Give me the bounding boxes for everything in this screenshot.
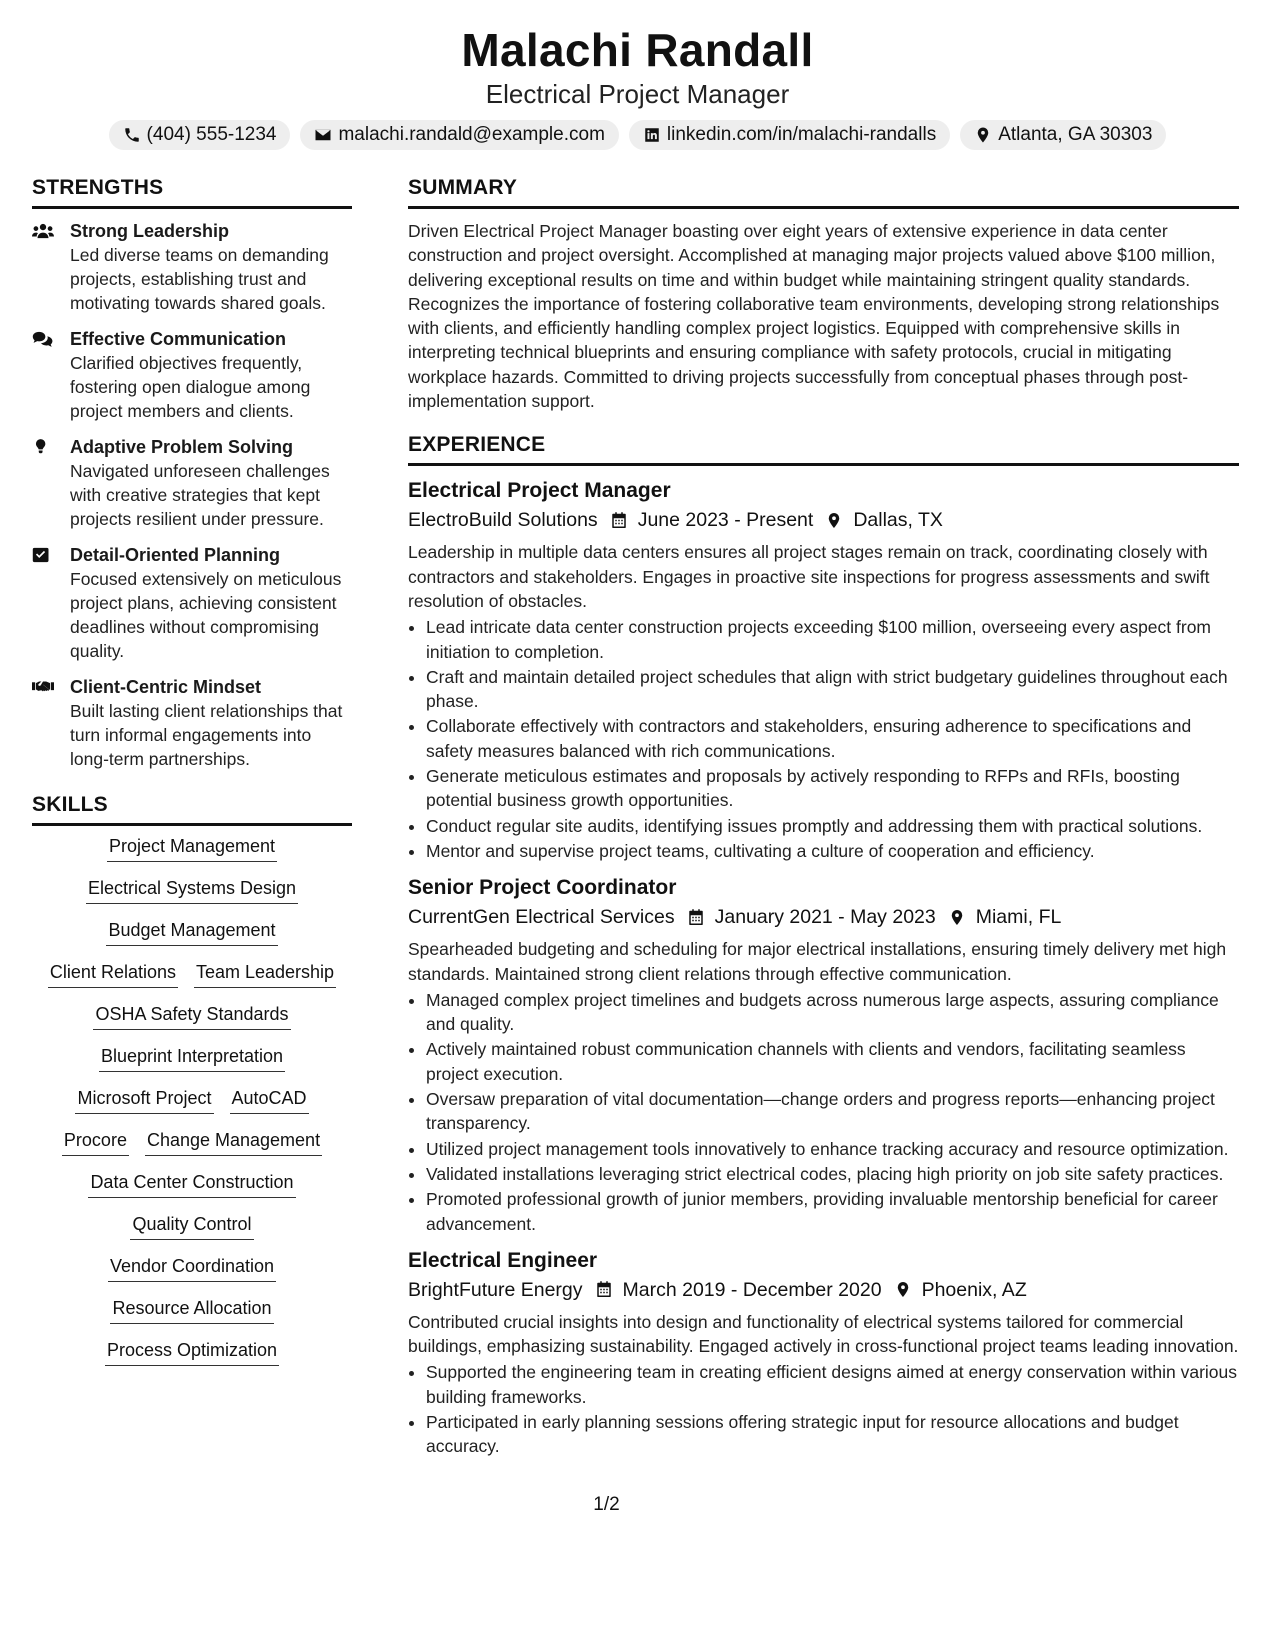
list-item: • Promoted professional growth of junior members, providing invaluable mentorship beneficial for career advancement. [426, 1187, 1239, 1236]
strengths-heading: STRENGTHS [32, 176, 352, 209]
users-icon [32, 222, 54, 240]
list-item: • Actively maintained robust communication channels with clients and vendors, facilitating seamless project execution. [426, 1037, 1239, 1086]
strength-desc: Led diverse teams on demanding projects, establishing trust and motivating towards shared goals. [70, 245, 329, 313]
job-title: Electrical Engineer [408, 1248, 598, 1272]
job-dates: March 2019 - December 2020 [622, 1278, 882, 1301]
skill-tag: Budget Management [106, 920, 277, 946]
skill-tag: Change Management [145, 1130, 322, 1156]
job-company: BrightFuture Energy [408, 1278, 583, 1301]
strength-item [32, 543, 352, 663]
job-meta [408, 1276, 1239, 1304]
skill-tag: Data Center Construction [88, 1172, 295, 1198]
location-pin-icon [894, 1280, 912, 1299]
strength-title: Adaptive Problem Solving [70, 437, 294, 457]
summary-text: Driven Electrical Project Manager boasting over eight years of extensive experience in data center construction and project oversight. Accomplished at managing major projects valued above $100 million, delivering exceptional results on time and within budget while maintaining stringent quality standards. Recognizes the importance of fostering collaborative team environments, developing strong relationships with clients, and efficiently handling complex project logistics. Equipped with comprehensive skills in interpreting technical blueprints and ensuring compliance with safety protocols, crucial in mitigating workplace hazards. Committed to driving projects successfully from conceptual phases through post-implementation support. [408, 221, 1220, 412]
summary-heading: SUMMARY [408, 176, 1239, 209]
list-item: • Oversaw preparation of vital documentation—change orders and progress reports—enhancing project transparency. [426, 1087, 1239, 1136]
calendar-icon [610, 511, 628, 530]
job-location: Miami, FL [975, 906, 1062, 929]
location-pin-icon [948, 908, 966, 927]
strength-title: Detail-Oriented Planning [70, 545, 281, 565]
skill-tag: Microsoft Project [75, 1088, 213, 1114]
skill-tag: Procore [62, 1130, 129, 1156]
skills-heading: SKILLS [32, 793, 352, 826]
comments-icon [32, 330, 54, 348]
right-column [408, 176, 1239, 1469]
skill-tag: Resource Allocation [110, 1298, 273, 1324]
resume-body [32, 176, 1243, 1469]
job-description: Contributed crucial insights into design and functionality of electrical systems tailored for commercial buildings, emphasizing sustainability. Engaged actively in cross-functional project teams leading innovation. [408, 1311, 1239, 1357]
strength-title: Effective Communication [70, 329, 287, 349]
handshake-icon [32, 678, 54, 696]
skill-tag: Process Optimization [105, 1340, 279, 1366]
page-number: 1/2 [593, 1494, 620, 1515]
candidate-title: Electrical Project Manager [485, 79, 790, 109]
skill-tag: Team Leadership [194, 962, 336, 988]
skill-tag: Vendor Coordination [108, 1256, 276, 1282]
job-description: Spearheaded budgeting and scheduling for major electrical installations, ensuring timely delivery met high standards. Maintained strong client relations through effective communication. [408, 939, 1227, 984]
skill-tag: Electrical Systems Design [86, 878, 298, 904]
job-meta [408, 506, 1239, 534]
phone-icon [123, 126, 141, 144]
strength-title: Strong Leadership [70, 221, 230, 241]
linkedin-icon [643, 126, 661, 144]
list-item: • Generate meticulous estimates and proposals by actively responding to RFPs and RFIs, boosting potential business growth opportunities. [426, 764, 1239, 813]
candidate-name: Malachi Randall [461, 24, 814, 76]
job-dates: January 2021 - May 2023 [714, 906, 936, 929]
job-location: Dallas, TX [853, 509, 943, 532]
job-location: Phoenix, AZ [921, 1278, 1027, 1301]
skill-tag: AutoCAD [230, 1088, 309, 1114]
contact-bar [0, 120, 1275, 150]
envelope-icon [314, 126, 332, 144]
skills-list [32, 836, 352, 1366]
strength-desc: Focused extensively on meticulous project plans, achieving consistent deadlines without compromising quality. [70, 569, 342, 661]
calendar-icon [687, 908, 705, 927]
contact-location[interactable]: Atlanta, GA 30303 [960, 120, 1166, 150]
location-pin-icon [825, 511, 843, 530]
job-description: Leadership in multiple data centers ensures all project stages remain on track, coordinating closely with contractors and stakeholders. Engages in proactive site inspections for progress assessments and swift resolution of obstacles. [408, 542, 1210, 611]
list-item: • Conduct regular site audits, identifying issues promptly and addressing them with practical solutions. [426, 814, 1239, 838]
job-company: ElectroBuild Solutions [408, 509, 598, 532]
skill-tag: OSHA Safety Standards [93, 1004, 290, 1030]
strength-title: Client-Centric Mindset [70, 677, 262, 697]
job-title: Senior Project Coordinator [408, 876, 677, 900]
contact-linkedin[interactable]: linkedin.com/in/malachi-randalls [629, 120, 950, 150]
job-company: CurrentGen Electrical Services [408, 906, 675, 929]
strength-desc: Navigated unforeseen challenges with creative strategies that kept projects resilient under pressure. [70, 461, 330, 529]
contact-email[interactable]: malachi.randald@example.com [300, 120, 618, 150]
left-column [32, 176, 352, 1469]
list-item: • Managed complex project timelines and budgets across numerous large aspects, assuring compliance and quality. [426, 988, 1239, 1037]
skill-tag: Client Relations [48, 962, 178, 988]
job-entry [408, 1246, 1239, 1459]
list-item: • Supported the engineering team in creating efficient designs aimed at energy conservation within various building frameworks. [426, 1360, 1239, 1409]
job-meta [408, 903, 1239, 931]
list-item: • Validated installations leveraging strict electrical codes, placing high priority on job site safety practices. [426, 1162, 1239, 1186]
calendar-icon [595, 1280, 613, 1299]
strength-item [32, 327, 352, 423]
skill-tag: Project Management [107, 836, 277, 862]
location-pin-icon [974, 126, 992, 144]
list-item: • Craft and maintain detailed project schedules that align with strict budgetary guidelines throughout each phase. [426, 665, 1239, 714]
strength-item [32, 219, 352, 315]
checkbox-icon [32, 546, 54, 564]
list-item: • Mentor and supervise project teams, cultivating a culture of cooperation and efficiency. [426, 839, 1239, 863]
list-item: • Lead intricate data center construction projects exceeding $100 million, overseeing every aspect from initiation to completion. [426, 615, 1239, 664]
list-item: • Participated in early planning sessions offering strategic input for resource allocations and budget accuracy. [426, 1410, 1239, 1459]
resume-header [0, 0, 1275, 150]
strength-item [32, 435, 352, 531]
job-title: Electrical Project Manager [408, 479, 671, 503]
strength-desc: Built lasting client relationships that turn informal engagements into long-term partnerships. [70, 701, 343, 769]
lightbulb-icon [32, 438, 54, 456]
job-bullets [408, 1360, 1239, 1458]
strength-item [32, 675, 352, 771]
job-bullets [408, 615, 1239, 863]
job-dates: June 2023 - Present [637, 509, 814, 532]
job-entry [408, 873, 1239, 1236]
skill-tag: Quality Control [130, 1214, 253, 1240]
list-item: • Utilized project management tools innovatively to enhance tracking accuracy and resource optimization. [426, 1137, 1239, 1161]
job-bullets [408, 988, 1239, 1236]
list-item: • Collaborate effectively with contractors and stakeholders, ensuring adherence to specifications and safety measures balanced with rich communications. [426, 714, 1239, 763]
experience-heading: EXPERIENCE [408, 433, 1239, 466]
strength-desc: Clarified objectives frequently, fostering open dialogue among project members and clients. [70, 353, 311, 421]
job-entry [408, 476, 1239, 863]
skill-tag: Blueprint Interpretation [99, 1046, 285, 1072]
contact-phone[interactable]: (404) 555-1234 [109, 120, 291, 150]
